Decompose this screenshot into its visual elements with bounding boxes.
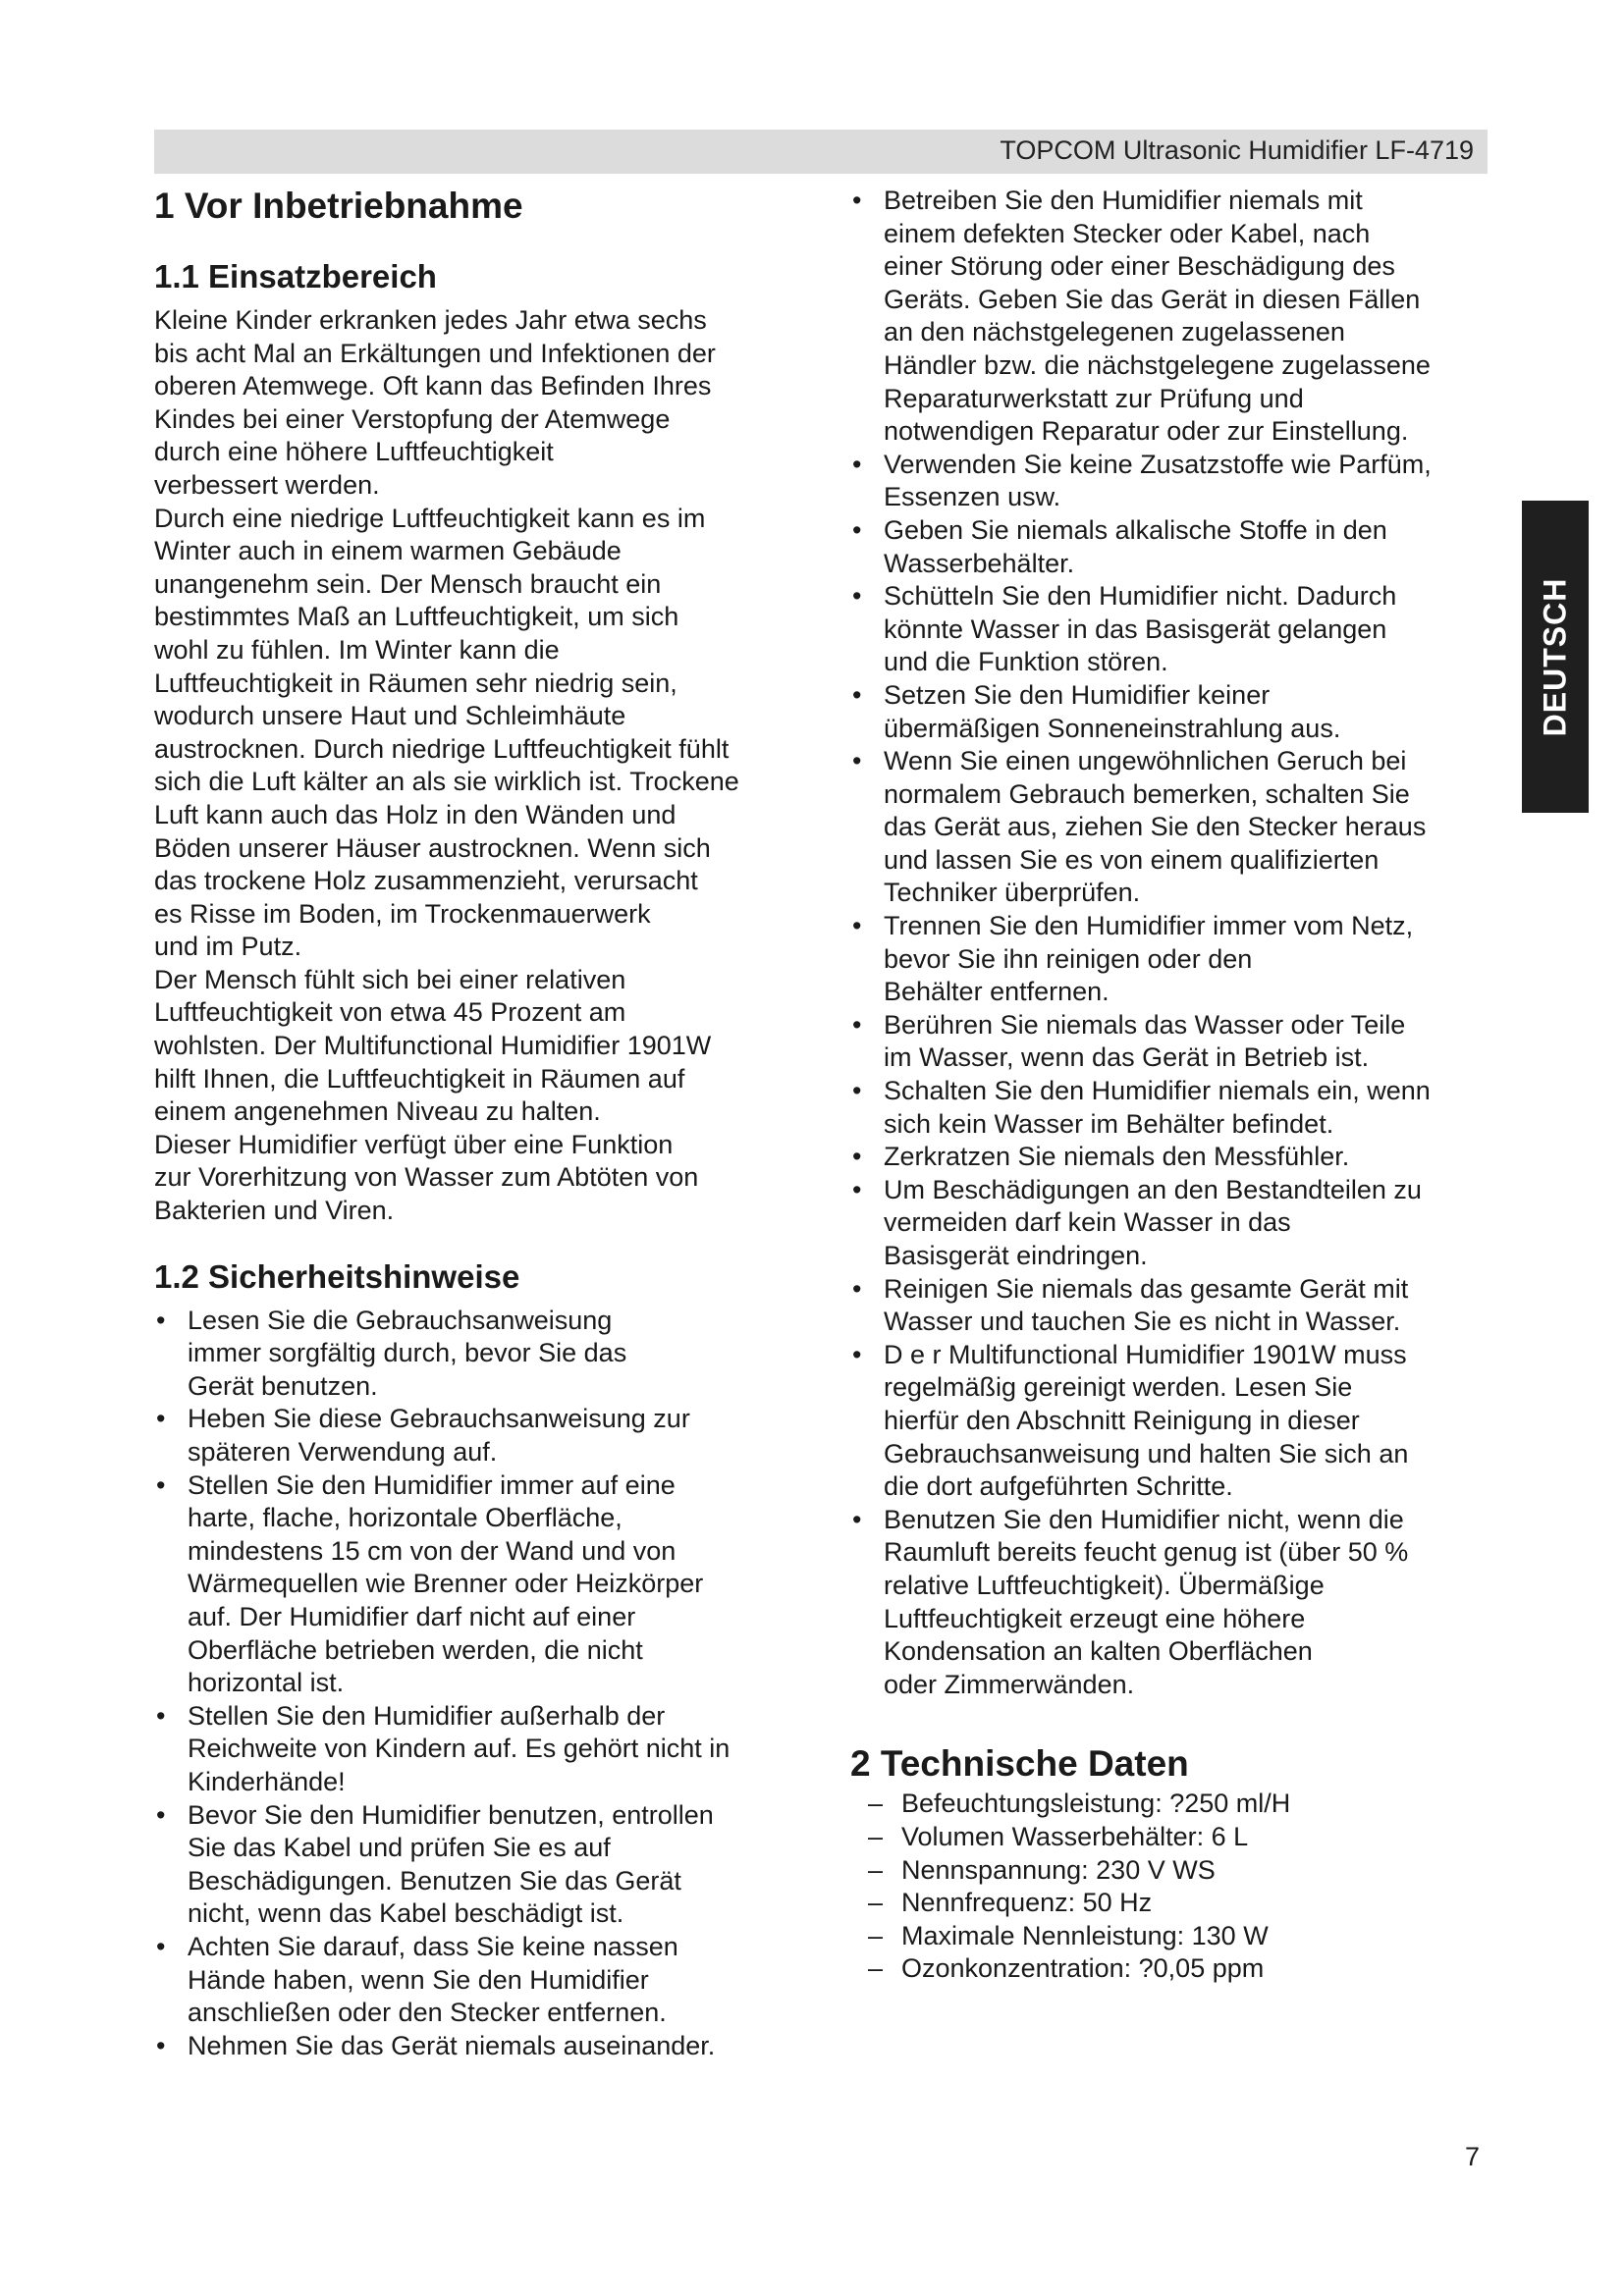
list-item: – Maximale Nennleistung: 130 W xyxy=(850,1920,1538,1953)
tech-data-list xyxy=(850,1788,1538,1986)
section-2-title: 2 Technische Daten xyxy=(850,1743,1189,1785)
list-item: • D e r Multifunctional Humidifier 1901W muss regelmäßig gereinigt werden. Lesen Sie hierfür den Abschnitt Reinigung in dieser Gebrauchsanweisung und halten Sie sich an die dort aufgeführten Schritte. xyxy=(850,1339,1538,1504)
list-item: • Berühren Sie niemals das Wasser oder Teile im Wasser, wenn das Gerät in Betrieb ist. xyxy=(850,1009,1538,1075)
list-item: • Nehmen Sie das Gerät niemals auseinander. xyxy=(154,2030,792,2063)
list-item: • Zerkratzen Sie niemals den Messfühler. xyxy=(850,1141,1538,1174)
list-item: • Wenn Sie einen ungewöhnlichen Geruch bei normalem Gebrauch bemerken, schalten Sie das Gerät aus, ziehen Sie den Stecker heraus und lassen Sie es von einem qualifizierten Techniker überprüfen. xyxy=(850,745,1538,910)
list-item: • Achten Sie darauf, dass Sie keine nassen Hände haben, wenn Sie den Humidifier anschließen oder den Stecker entfernen. xyxy=(154,1931,792,2030)
list-item: • Benutzen Sie den Humidifier nicht, wenn die Raumluft bereits feucht genug ist (über 50 % relative Luftfeuchtigkeit). Übermäßige Luftfeuchtigkeit erzeugt eine höhere Kondensation an kalten Oberflächen oder Zimmerwänden. xyxy=(850,1504,1538,1702)
section-1-1-title: 1.1 Einsatzbereich xyxy=(154,258,437,294)
right-column xyxy=(850,185,1538,1986)
list-item: • Schütteln Sie den Humidifier nicht. Dadurch könnte Wasser in das Basisgerät gelangen und die Funktion stören. xyxy=(850,580,1538,679)
list-item: • Setzen Sie den Humidifier keiner übermäßigen Sonneneinstrahlung aus. xyxy=(850,679,1538,745)
list-item: • Stellen Sie den Humidifier immer auf eine harte, flache, horizontale Oberfläche, mindestens 15 cm von der Wand und von Wärmequellen wie Brenner oder Heizkörper auf. Der Humidifier darf nicht auf einer Oberfläche betrieben werden, die nicht horizontal ist. xyxy=(154,1469,792,1700)
list-item: • Heben Sie diese Gebrauchsanweisung zur späteren Verwendung auf. xyxy=(154,1403,792,1468)
list-item: • Trennen Sie den Humidifier immer vom Netz, bevor Sie ihn reinigen oder den Behälter entfernen. xyxy=(850,910,1538,1009)
section-1-title: 1 Vor Inbetriebnahme xyxy=(154,186,523,226)
left-column xyxy=(154,185,792,2062)
list-item: – Volumen Wasserbehälter: 6 L xyxy=(850,1821,1538,1854)
list-item: • Um Beschädigungen an den Bestandteilen zu vermeiden darf kein Wasser in das Basisgerät eindringen. xyxy=(850,1174,1538,1273)
header-bar xyxy=(154,130,1488,174)
list-item: • Reinigen Sie niemals das gesamte Gerät mit Wasser und tauchen Sie es nicht in Wasser. xyxy=(850,1273,1538,1339)
list-item: • Betreiben Sie den Humidifier niemals mit einem defekten Stecker oder Kabel, nach einer Störung oder einer Beschädigung des Geräts. Geben Sie das Gerät in diesen Fällen an den nächstgelegenen zugelassenen Händler bzw. die nächstgelegene zugelassene Reparaturwerkstatt zur Prüfung und notwendigen Reparatur oder zur Einstellung. xyxy=(850,185,1538,449)
language-tab-label: DEUTSCH xyxy=(1537,577,1573,736)
list-item: – Nennspannung: 230 V WS xyxy=(850,1854,1538,1888)
list-item: – Nennfrequenz: 50 Hz xyxy=(850,1887,1538,1920)
list-item: • Geben Sie niemals alkalische Stoffe in den Wasserbehälter. xyxy=(850,514,1538,580)
list-item: • Bevor Sie den Humidifier benutzen, entrollen Sie das Kabel und prüfen Sie es auf Beschädigungen. Benutzen Sie das Gerät nicht, wenn das Kabel beschädigt ist. xyxy=(154,1799,792,1931)
list-item: – Befeuchtungsleistung: ?250 ml/H xyxy=(850,1788,1538,1821)
list-item: – Ozonkonzentration: ?0,05 ppm xyxy=(850,1952,1538,1986)
list-item: • Lesen Sie die Gebrauchsanweisung immer sorgfältig durch, bevor Sie das Gerät benutzen. xyxy=(154,1305,792,1404)
safety-list-left xyxy=(154,1305,792,2063)
page-number: 7 xyxy=(1465,2142,1481,2171)
list-item: • Schalten Sie den Humidifier niemals ein, wenn sich kein Wasser im Behälter befindet. xyxy=(850,1075,1538,1141)
language-tab xyxy=(1522,501,1589,813)
section-1-2-title: 1.2 Sicherheitshinweise xyxy=(154,1257,520,1295)
safety-list-right xyxy=(850,185,1538,1701)
list-item: • Stellen Sie den Humidifier außerhalb der Reichweite von Kindern auf. Es gehört nicht in Kinderhände! xyxy=(154,1700,792,1799)
section-1-1-body: Kleine Kinder erkranken jedes Jahr etwa sechs bis acht Mal an Erkältungen und Infektionen der oberen Atemwege. Oft kann das Befinden Ihres Kindes bei einer Verstopfung der Atemwege durch eine höhere Luftfeuchtigkeit verbessert werden. Durch eine niedrige Luftfeuchtigkeit kann es im Winter auch in einem warmen Gebäude unangenehm sein. Der Mensch braucht ein bestimmtes Maß an Luftfeuchtigkeit, um sich wohl zu fühlen. Im Winter kann die Luftfeuchtigkeit in Räumen sehr niedrig sein, wodurch unsere Haut und Schleimhäute austrocknen. Durch niedrige Luftfeuchtigkeit fühlt sich die Luft kälter an als sie wirklich ist. Trockene Luft kann auch das Holz in den Wänden und Böden unserer Häuser austrocknen. Wenn sich das trockene Holz zusammenzieht, verursacht es Risse im Boden, im Trockenmauerwerk und im Putz. Der Mensch fühlt sich bei einer relativen Luftfeuchtigkeit von etwa 45 Prozent am wohlsten. Der Multifunctional Humidifier 1901W hilft Ihnen, die Luftfeuchtigkeit in Räumen auf einem angenehmen Niveau zu halten. Dieser Humidifier verfügt über eine Funktion zur Vorerhitzung von Wasser zum Abtöten von Bakterien und Viren. xyxy=(154,305,739,1226)
header-title: TOPCOM Ultrasonic Humidifier LF-4719 xyxy=(1000,135,1474,165)
list-item: • Verwenden Sie keine Zusatzstoffe wie Parfüm, Essenzen usw. xyxy=(850,449,1538,514)
